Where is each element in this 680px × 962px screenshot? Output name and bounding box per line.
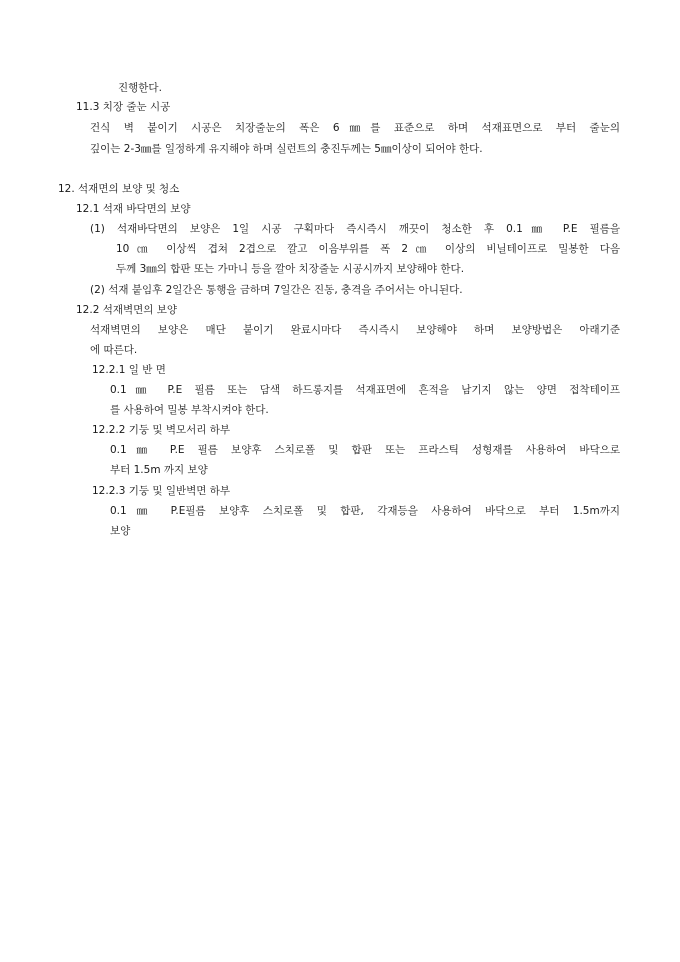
section-12-2-2-line-2: 부터 1.5m 까지 보양: [110, 464, 208, 476]
section-12-1-item-1-line-3: 두께 3㎜의 합판 또는 가마니 등을 깔아 치장줄눈 시공시까지 보양해야 한다.: [116, 263, 465, 275]
continued-text: 진행한다.: [118, 82, 162, 94]
section-12-2-2-heading: 12.2.2 기둥 및 벽모서리 하부: [92, 424, 231, 436]
section-11-3-line-2: 깊이는 2-3㎜를 일정하게 유지해야 하며 실런트의 충진두께는 5㎜이상이 되어야 한다.: [90, 143, 483, 155]
section-12-2-3-line-1: 0.1㎜ P.E필름 보양후 스치로폴 및 합판, 각재등을 사용하여 바닥으로 부터 1.5m까지: [110, 505, 620, 517]
section-11-3-line-1: 건식 벽 붙이기 시공은 치장줄눈의 폭은 6㎜를 표준으로 하며 석재표면으로 부터 줄눈의: [90, 122, 620, 134]
section-12-2-3-line-2: 보양: [110, 525, 131, 537]
section-12-2-intro-line-2: 에 따른다.: [90, 344, 138, 356]
section-12-2-1-line-1: 0.1㎜ P.E 필름 또는 담색 하드롱지를 석재표면에 흔적을 남기지 않는 양면 접착테이프: [110, 384, 620, 396]
section-12-1-item-1-line-2: 10㎝ 이상씩 겹쳐 2겹으로 깔고 이음부위를 폭 2㎝ 이상의 비닐테이프로 밀봉한 다음: [116, 243, 620, 255]
section-12-2-1-heading: 12.2.1 일 반 면: [92, 364, 166, 376]
section-12-1-item-2: (2) 석재 붙임후 2일간은 통행을 금하며 7일간은 진동, 충격을 주어서는 아니된다.: [90, 284, 463, 296]
section-12-heading: 12. 석재면의 보양 및 청소: [58, 183, 180, 195]
section-12-2-intro-line-1: 석재벽면의 보양은 매단 붙이기 완료시마다 즉시즉시 보양해야 하며 보양방법은 아래기준: [90, 324, 620, 336]
section-12-2-2-line-1: 0.1㎜ P.E 필름 보양후 스치로폴 및 합판 또는 프라스틱 성형재를 사용하여 바닥으로: [110, 444, 620, 456]
section-12-1-heading: 12.1 석재 바닥면의 보양: [76, 203, 191, 215]
section-12-2-1-line-2: 를 사용하여 밀봉 부착시켜야 한다.: [110, 404, 269, 416]
section-11-3-heading: 11.3 치장 줄눈 시공: [76, 101, 171, 113]
section-12-2-heading: 12.2 석재벽면의 보양: [76, 304, 178, 316]
section-12-2-3-heading: 12.2.3 기둥 및 일반벽면 하부: [92, 485, 231, 497]
section-12-1-item-1-line-1: (1) 석재바닥면의 보양은 1일 시공 구획마다 즉시즉시 깨끗이 청소한 후 0.1㎜ P.E 필름을: [90, 223, 620, 235]
